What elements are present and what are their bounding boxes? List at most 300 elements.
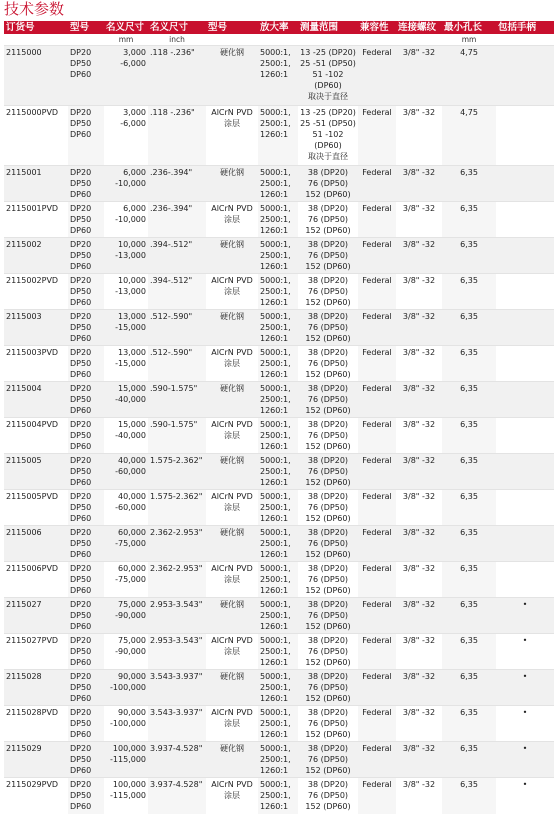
model-line: DP20 — [70, 708, 92, 717]
unit-mm-min-length: mm — [442, 34, 496, 46]
type-line: 涂层 — [224, 791, 240, 800]
compatibility-cell: Federal — [358, 202, 396, 238]
model-line: DP60 — [70, 226, 92, 235]
min-hole-length-cell: 6,35 — [442, 562, 496, 598]
nominal-size-inch: 3.543-3.937" — [148, 706, 206, 742]
model-cell — [68, 562, 104, 598]
magnification-cell — [258, 526, 298, 562]
compatibility-cell: Federal — [358, 778, 396, 814]
magnification-line: 5000:1, — [260, 528, 291, 537]
magnification-cell — [258, 274, 298, 310]
nominal-size-mm — [104, 310, 148, 346]
type-cell — [206, 166, 258, 202]
order-number: 2115027 — [4, 598, 68, 634]
size-mm-line: 3,000 — [123, 48, 146, 57]
size-mm-line: -75,000 — [115, 575, 146, 584]
order-number: 2115006PVD — [4, 562, 68, 598]
magnification-line: 1260:1 — [260, 334, 289, 343]
model-line: DP50 — [70, 719, 92, 728]
range-line: 38 (DP20) — [307, 168, 349, 177]
unit-cell — [396, 34, 442, 46]
compatibility-cell: Federal — [358, 670, 396, 706]
table-row — [4, 202, 554, 238]
nominal-size-inch: 3.543-3.937" — [148, 670, 206, 706]
type-cell — [206, 346, 258, 382]
type-line: 硬化钢 — [220, 384, 244, 393]
model-line: DP50 — [70, 179, 92, 188]
thread-cell: 3/8" -32 — [396, 274, 442, 310]
size-mm-line: -40,000 — [115, 395, 146, 404]
measuring-range-cell — [298, 310, 358, 346]
handle-included-cell — [496, 382, 554, 418]
table-row — [4, 310, 554, 346]
thread-cell: 3/8" -32 — [396, 202, 442, 238]
min-hole-length-cell: 6,35 — [442, 490, 496, 526]
model-cell — [68, 598, 104, 634]
page-title: 技术参数 — [4, 0, 65, 18]
magnification-line: 2500:1, — [260, 791, 291, 800]
model-line: DP60 — [70, 190, 92, 199]
size-mm-line: 75,000 — [118, 636, 146, 645]
magnification-cell — [258, 706, 298, 742]
nominal-size-mm — [104, 598, 148, 634]
measuring-range-cell — [298, 346, 358, 382]
type-cell — [206, 454, 258, 490]
type-cell — [206, 106, 258, 166]
nominal-size-mm — [104, 106, 148, 166]
magnification-line: 5000:1, — [260, 384, 291, 393]
nominal-size-mm — [104, 778, 148, 814]
order-number: 2115028 — [4, 670, 68, 706]
range-line: 76 (DP50) — [307, 755, 349, 764]
compatibility-cell: Federal — [358, 454, 396, 490]
type-line: AlCrN PVD — [211, 108, 253, 117]
range-line: 152 (DP60) — [305, 370, 351, 379]
size-mm-line: -6,000 — [120, 119, 146, 128]
thread-cell: 3/8" -32 — [396, 382, 442, 418]
model-line: DP20 — [70, 456, 92, 465]
size-mm-line: 75,000 — [118, 600, 146, 609]
model-line: DP60 — [70, 298, 92, 307]
magnification-line: 2500:1, — [260, 215, 291, 224]
type-line: 硬化钢 — [220, 600, 244, 609]
type-cell — [206, 490, 258, 526]
magnification-line: 2500:1, — [260, 539, 291, 548]
type-line: AlCrN PVD — [211, 636, 253, 645]
magnification-line: 2500:1, — [260, 179, 291, 188]
range-line: 38 (DP20) — [307, 564, 349, 573]
size-mm-line: 13,000 — [118, 312, 146, 321]
handle-included-cell — [496, 46, 554, 106]
type-line: 涂层 — [224, 719, 240, 728]
magnification-cell — [258, 418, 298, 454]
model-line: DP20 — [70, 204, 92, 213]
range-line: 51 -102 — [312, 70, 344, 79]
nominal-size-inch: .118 -.236" — [148, 106, 206, 166]
table-row — [4, 706, 554, 742]
type-cell — [206, 46, 258, 106]
model-line: DP20 — [70, 528, 92, 537]
range-line: 38 (DP20) — [307, 528, 349, 537]
range-line: 76 (DP50) — [307, 323, 349, 332]
range-line: 76 (DP50) — [307, 359, 349, 368]
magnification-line: 1260:1 — [260, 298, 289, 307]
type-line: AlCrN PVD — [211, 492, 253, 501]
range-line: 152 (DP60) — [305, 622, 351, 631]
magnification-line: 5000:1, — [260, 168, 291, 177]
header-nominal-size-inch: 名义尺寸 — [148, 21, 206, 34]
type-line: 硬化钢 — [220, 48, 244, 57]
range-line: 38 (DP20) — [307, 456, 349, 465]
table-row — [4, 778, 554, 814]
model-line: DP60 — [70, 334, 92, 343]
size-mm-line: -60,000 — [115, 467, 146, 476]
handle-included-cell — [496, 202, 554, 238]
magnification-line: 5000:1, — [260, 312, 291, 321]
range-line: 76 (DP50) — [307, 215, 349, 224]
thread-cell: 3/8" -32 — [396, 238, 442, 274]
compatibility-cell: Federal — [358, 238, 396, 274]
model-line: DP50 — [70, 59, 92, 68]
range-line: 152 (DP60) — [305, 298, 351, 307]
magnification-cell — [258, 346, 298, 382]
model-line: DP20 — [70, 780, 92, 789]
type-cell — [206, 310, 258, 346]
magnification-line: 2500:1, — [260, 575, 291, 584]
table-row — [4, 454, 554, 490]
nominal-size-inch: .236-.394" — [148, 166, 206, 202]
model-line: DP50 — [70, 395, 92, 404]
magnification-line: 1260:1 — [260, 694, 289, 703]
thread-cell: 3/8" -32 — [396, 670, 442, 706]
nominal-size-mm — [104, 382, 148, 418]
model-cell — [68, 778, 104, 814]
model-cell — [68, 742, 104, 778]
nominal-size-mm — [104, 46, 148, 106]
range-line: 76 (DP50) — [307, 503, 349, 512]
magnification-cell — [258, 202, 298, 238]
handle-included-cell — [496, 454, 554, 490]
model-line: DP60 — [70, 766, 92, 775]
model-line: DP50 — [70, 575, 92, 584]
range-line: 38 (DP20) — [307, 420, 349, 429]
magnification-line: 5000:1, — [260, 492, 291, 501]
size-mm-line: 40,000 — [118, 492, 146, 501]
measuring-range-cell — [298, 778, 358, 814]
nominal-size-inch: 2.362-2.953" — [148, 526, 206, 562]
range-line: 152 (DP60) — [305, 478, 351, 487]
model-line: DP60 — [70, 550, 92, 559]
min-hole-length-cell: 6,35 — [442, 454, 496, 490]
type-cell — [206, 526, 258, 562]
handle-included-cell: • — [496, 706, 554, 742]
order-number: 2115002 — [4, 238, 68, 274]
range-line: 38 (DP20) — [307, 744, 349, 753]
thread-cell: 3/8" -32 — [396, 490, 442, 526]
model-line: DP20 — [70, 636, 92, 645]
type-line: AlCrN PVD — [211, 564, 253, 573]
type-cell — [206, 598, 258, 634]
model-line: DP60 — [70, 730, 92, 739]
size-mm-line: -10,000 — [115, 215, 146, 224]
magnification-line: 5000:1, — [260, 672, 291, 681]
compatibility-cell: Federal — [358, 346, 396, 382]
magnification-cell — [258, 670, 298, 706]
range-line: 取决于直径 — [308, 92, 348, 101]
compatibility-cell: Federal — [358, 310, 396, 346]
type-line: AlCrN PVD — [211, 708, 253, 717]
size-mm-line: 6,000 — [123, 168, 146, 177]
model-line: DP20 — [70, 564, 92, 573]
range-line: 152 (DP60) — [305, 658, 351, 667]
header-compatibility: 兼容性 — [358, 21, 396, 34]
model-line: DP60 — [70, 70, 92, 79]
magnification-cell — [258, 238, 298, 274]
handle-included-cell — [496, 310, 554, 346]
type-line: 硬化钢 — [220, 456, 244, 465]
magnification-line: 1260:1 — [260, 262, 289, 271]
magnification-line: 5000:1, — [260, 348, 291, 357]
min-hole-length-cell: 6,35 — [442, 778, 496, 814]
range-line: 152 (DP60) — [305, 550, 351, 559]
measuring-range-cell — [298, 166, 358, 202]
measuring-range-cell — [298, 526, 358, 562]
type-line: 涂层 — [224, 575, 240, 584]
magnification-line: 5000:1, — [260, 744, 291, 753]
unit-inch: inch — [148, 34, 206, 46]
size-mm-line: 60,000 — [118, 564, 146, 573]
table-row — [4, 562, 554, 598]
type-cell — [206, 562, 258, 598]
size-mm-line: 90,000 — [118, 708, 146, 717]
min-hole-length-cell: 6,35 — [442, 346, 496, 382]
model-cell — [68, 634, 104, 670]
table-row — [4, 166, 554, 202]
type-cell — [206, 382, 258, 418]
measuring-range-cell — [298, 454, 358, 490]
measuring-range-cell — [298, 46, 358, 106]
magnification-line: 1260:1 — [260, 658, 289, 667]
range-line: (DP60) — [314, 141, 342, 150]
model-cell — [68, 418, 104, 454]
range-line: 76 (DP50) — [307, 539, 349, 548]
type-line: 硬化钢 — [220, 168, 244, 177]
measuring-range-cell — [298, 418, 358, 454]
order-number: 2115000PVD — [4, 106, 68, 166]
size-mm-line: 13,000 — [118, 348, 146, 357]
measuring-range-cell — [298, 382, 358, 418]
measuring-range-cell — [298, 634, 358, 670]
handle-included-cell — [496, 106, 554, 166]
magnification-cell — [258, 382, 298, 418]
magnification-line: 5000:1, — [260, 276, 291, 285]
handle-included-cell — [496, 490, 554, 526]
thread-cell: 3/8" -32 — [396, 418, 442, 454]
model-cell — [68, 238, 104, 274]
model-line: DP20 — [70, 168, 92, 177]
magnification-line: 2500:1, — [260, 647, 291, 656]
thread-cell: 3/8" -32 — [396, 106, 442, 166]
magnification-line: 2500:1, — [260, 611, 291, 620]
compatibility-cell: Federal — [358, 382, 396, 418]
table-row — [4, 634, 554, 670]
header-min-hole-length: 最小孔长 — [442, 21, 496, 34]
model-line: DP20 — [70, 348, 92, 357]
compatibility-cell: Federal — [358, 418, 396, 454]
table-row — [4, 490, 554, 526]
unit-cell — [298, 34, 358, 46]
nominal-size-mm — [104, 526, 148, 562]
magnification-line: 1260:1 — [260, 802, 289, 811]
unit-cell — [68, 34, 104, 46]
model-cell — [68, 310, 104, 346]
model-line: DP50 — [70, 431, 92, 440]
nominal-size-inch: 3.937-4.528" — [148, 742, 206, 778]
range-line: 152 (DP60) — [305, 442, 351, 451]
model-line: DP50 — [70, 215, 92, 224]
order-number: 2115001PVD — [4, 202, 68, 238]
size-mm-line: 100,000 — [112, 780, 146, 789]
type-cell — [206, 202, 258, 238]
nominal-size-inch: .590-1.575" — [148, 418, 206, 454]
magnification-line: 2500:1, — [260, 119, 291, 128]
model-cell — [68, 490, 104, 526]
compatibility-cell: Federal — [358, 598, 396, 634]
model-line: DP20 — [70, 48, 92, 57]
model-line: DP60 — [70, 658, 92, 667]
thread-cell: 3/8" -32 — [396, 742, 442, 778]
magnification-line: 1260:1 — [260, 70, 289, 79]
compatibility-cell: Federal — [358, 106, 396, 166]
magnification-line: 2500:1, — [260, 323, 291, 332]
size-mm-line: -90,000 — [115, 611, 146, 620]
size-mm-line: -13,000 — [115, 287, 146, 296]
model-line: DP60 — [70, 586, 92, 595]
nominal-size-mm — [104, 634, 148, 670]
type-line: AlCrN PVD — [211, 204, 253, 213]
range-line: 13 -25 (DP20) — [300, 48, 356, 57]
thread-cell: 3/8" -32 — [396, 634, 442, 670]
range-line: 76 (DP50) — [307, 575, 349, 584]
min-hole-length-cell: 6,35 — [442, 598, 496, 634]
model-line: DP20 — [70, 672, 92, 681]
measuring-range-cell — [298, 238, 358, 274]
model-line: DP50 — [70, 539, 92, 548]
nominal-size-mm — [104, 670, 148, 706]
unit-cell — [496, 34, 554, 46]
model-line: DP20 — [70, 744, 92, 753]
min-hole-length-cell: 6,35 — [442, 418, 496, 454]
magnification-line: 5000:1, — [260, 240, 291, 249]
compatibility-cell: Federal — [358, 46, 396, 106]
model-line: DP60 — [70, 514, 92, 523]
min-hole-length-cell: 6,35 — [442, 670, 496, 706]
min-hole-length-cell: 6,35 — [442, 634, 496, 670]
range-line: 152 (DP60) — [305, 694, 351, 703]
thread-cell: 3/8" -32 — [396, 526, 442, 562]
magnification-cell — [258, 742, 298, 778]
model-cell — [68, 670, 104, 706]
compatibility-cell: Federal — [358, 166, 396, 202]
order-number: 2115000 — [4, 46, 68, 106]
magnification-line: 2500:1, — [260, 719, 291, 728]
spec-table — [4, 21, 554, 814]
nominal-size-mm — [104, 454, 148, 490]
range-line: 76 (DP50) — [307, 719, 349, 728]
magnification-line: 5000:1, — [260, 108, 291, 117]
model-line: DP50 — [70, 503, 92, 512]
header-magnification: 放大率 — [258, 21, 298, 34]
range-line: 76 (DP50) — [307, 179, 349, 188]
handle-included-cell: • — [496, 634, 554, 670]
nominal-size-inch: .236-.394" — [148, 202, 206, 238]
range-line: (DP60) — [314, 81, 342, 90]
thread-cell: 3/8" -32 — [396, 598, 442, 634]
type-line: 涂层 — [224, 647, 240, 656]
order-number: 2115006 — [4, 526, 68, 562]
magnification-line: 5000:1, — [260, 600, 291, 609]
order-number: 2115005 — [4, 454, 68, 490]
thread-cell: 3/8" -32 — [396, 46, 442, 106]
range-line: 76 (DP50) — [307, 791, 349, 800]
size-mm-line: -100,000 — [110, 719, 146, 728]
magnification-cell — [258, 634, 298, 670]
magnification-line: 1260:1 — [260, 514, 289, 523]
range-line: 76 (DP50) — [307, 287, 349, 296]
range-line: 38 (DP20) — [307, 312, 349, 321]
min-hole-length-cell: 6,35 — [442, 202, 496, 238]
magnification-line: 1260:1 — [260, 442, 289, 451]
measuring-range-cell — [298, 562, 358, 598]
model-cell — [68, 382, 104, 418]
nominal-size-mm — [104, 490, 148, 526]
size-mm-line: -13,000 — [115, 251, 146, 260]
type-cell — [206, 634, 258, 670]
thread-cell: 3/8" -32 — [396, 166, 442, 202]
table-row — [4, 526, 554, 562]
header-type: 型号 — [206, 21, 258, 34]
model-line: DP60 — [70, 130, 92, 139]
compatibility-cell: Federal — [358, 634, 396, 670]
type-cell — [206, 706, 258, 742]
measuring-range-cell — [298, 598, 358, 634]
magnification-line: 1260:1 — [260, 190, 289, 199]
size-mm-line: 90,000 — [118, 672, 146, 681]
min-hole-length-cell: 6,35 — [442, 166, 496, 202]
handle-included-cell: • — [496, 598, 554, 634]
type-line: 涂层 — [224, 359, 240, 368]
magnification-cell — [258, 310, 298, 346]
range-line: 38 (DP20) — [307, 492, 349, 501]
range-line: 152 (DP60) — [305, 514, 351, 523]
size-mm-line: -115,000 — [110, 791, 146, 800]
model-line: DP20 — [70, 108, 92, 117]
type-line: 硬化钢 — [220, 672, 244, 681]
thread-cell: 3/8" -32 — [396, 346, 442, 382]
size-mm-line: -15,000 — [115, 359, 146, 368]
range-line: 152 (DP60) — [305, 334, 351, 343]
order-number: 2115002PVD — [4, 274, 68, 310]
range-line: 76 (DP50) — [307, 467, 349, 476]
size-mm-line: -115,000 — [110, 755, 146, 764]
nominal-size-mm — [104, 346, 148, 382]
table-body — [4, 46, 554, 814]
model-line: DP20 — [70, 600, 92, 609]
type-line: 硬化钢 — [220, 312, 244, 321]
magnification-line: 2500:1, — [260, 59, 291, 68]
model-line: DP50 — [70, 647, 92, 656]
order-number: 2115004 — [4, 382, 68, 418]
